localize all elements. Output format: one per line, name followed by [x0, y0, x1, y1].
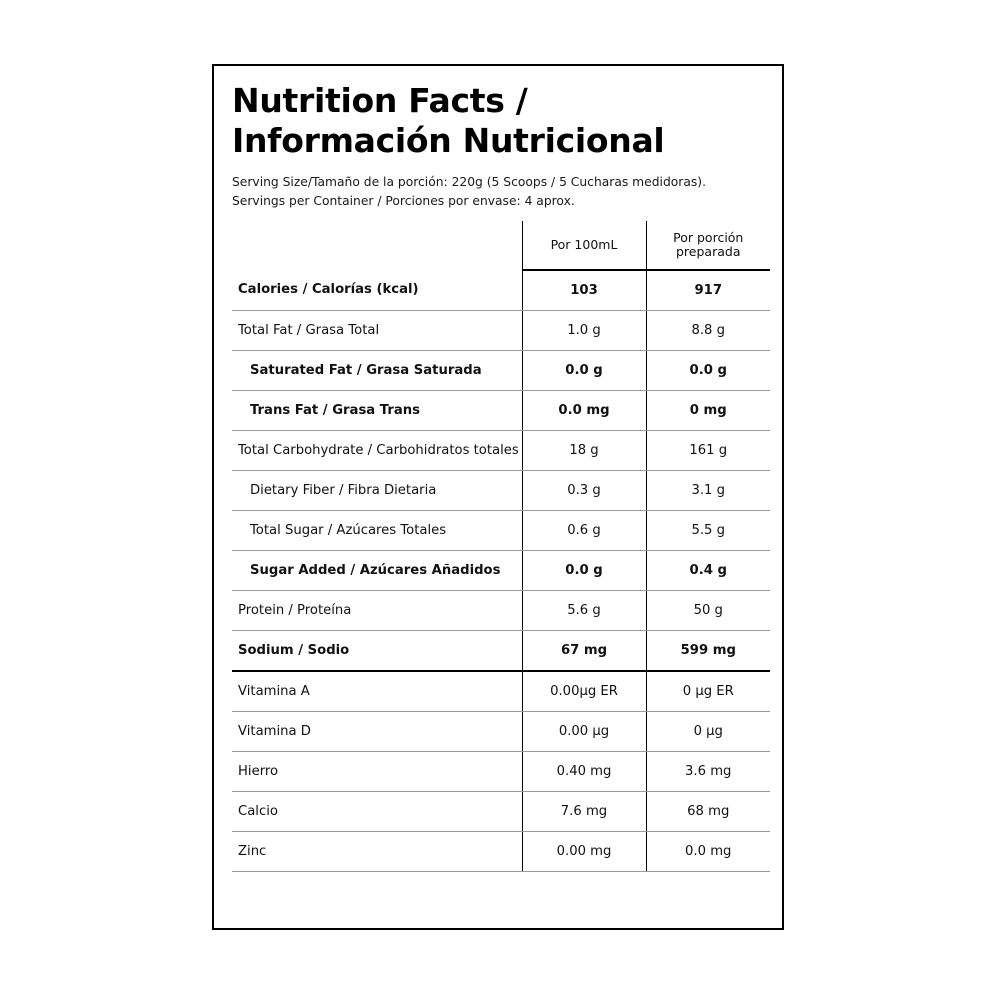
table-row — [232, 550, 770, 590]
value-per-prepared-serving: 50 g — [646, 590, 770, 630]
value-per-prepared-serving: 0.0 mg — [646, 831, 770, 871]
value-per-100ml: 0.00µg ER — [522, 671, 646, 712]
table-row — [232, 430, 770, 470]
nutrient-name: Dietary Fiber / Fibra Dietaria — [232, 470, 522, 510]
value-per-prepared-serving: 68 mg — [646, 791, 770, 831]
nutrient-name: Total Carbohydrate / Carbohidratos totales — [232, 430, 522, 470]
nutrient-name: Calcio — [232, 791, 522, 831]
table-row — [232, 630, 770, 671]
table-row — [232, 270, 770, 311]
value-per-100ml: 0.6 g — [522, 510, 646, 550]
nutrition-facts-panel — [212, 64, 784, 930]
value-per-100ml: 67 mg — [522, 630, 646, 671]
value-per-100ml: 0.0 g — [522, 350, 646, 390]
nutrient-name: Protein / Proteína — [232, 590, 522, 630]
value-per-100ml: 103 — [522, 270, 646, 311]
column-header-per-prepared-serving-line-2: preparada — [676, 243, 741, 259]
table-row — [232, 350, 770, 390]
value-per-prepared-serving: 3.6 mg — [646, 751, 770, 791]
value-per-100ml: 0.0 g — [522, 550, 646, 590]
value-per-prepared-serving: 0.0 g — [646, 350, 770, 390]
value-per-100ml: 5.6 g — [522, 590, 646, 630]
column-header-per-100ml: Por 100mL — [522, 221, 646, 270]
nutrient-name: Vitamina D — [232, 711, 522, 751]
nutrient-name: Total Fat / Grasa Total — [232, 310, 522, 350]
nutrient-name: Sodium / Sodio — [232, 630, 522, 671]
value-per-100ml: 0.40 mg — [522, 751, 646, 791]
nutrient-name: Zinc — [232, 831, 522, 871]
table-row — [232, 310, 770, 350]
table-row — [232, 470, 770, 510]
nutrition-table — [232, 221, 770, 872]
value-per-prepared-serving: 0 µg ER — [646, 671, 770, 712]
nutrient-name: Hierro — [232, 751, 522, 791]
value-per-100ml: 0.3 g — [522, 470, 646, 510]
value-per-prepared-serving: 917 — [646, 270, 770, 311]
value-per-100ml: 7.6 mg — [522, 791, 646, 831]
page-title-line-1: Nutrition Facts / — [232, 81, 528, 120]
table-row — [232, 590, 770, 630]
value-per-prepared-serving: 161 g — [646, 430, 770, 470]
table-row — [232, 711, 770, 751]
value-per-100ml: 1.0 g — [522, 310, 646, 350]
value-per-prepared-serving: 8.8 g — [646, 310, 770, 350]
serving-size-text: Serving Size/Tamaño de la porción: 220g (5 Scoops / 5 Cucharas medidoras). — [232, 174, 706, 189]
table-row — [232, 390, 770, 430]
value-per-prepared-serving: 0 µg — [646, 711, 770, 751]
nutrient-name: Vitamina A — [232, 671, 522, 712]
value-per-prepared-serving: 0.4 g — [646, 550, 770, 590]
table-row — [232, 510, 770, 550]
table-row — [232, 751, 770, 791]
table-row — [232, 671, 770, 712]
page-title-line-2: Información Nutricional — [232, 120, 665, 160]
table-row — [232, 831, 770, 871]
value-per-100ml: 0.0 mg — [522, 390, 646, 430]
value-per-prepared-serving: 3.1 g — [646, 470, 770, 510]
value-per-prepared-serving: 599 mg — [646, 630, 770, 671]
nutrient-name: Total Sugar / Azúcares Totales — [232, 510, 522, 550]
nutrient-name: Saturated Fat / Grasa Saturada — [232, 350, 522, 390]
servings-per-container-text: Servings per Container / Porciones por envase: 4 aprox. — [232, 193, 575, 208]
value-per-100ml: 0.00 mg — [522, 831, 646, 871]
nutrition-facts-content — [232, 82, 770, 872]
table-header-row — [232, 221, 770, 270]
table-body — [232, 270, 770, 872]
column-header-per-prepared-serving-line-1: Por porción — [673, 229, 744, 245]
nutrient-name: Calories / Calorías (kcal) — [232, 270, 522, 311]
value-per-prepared-serving: 0 mg — [646, 390, 770, 430]
nutrient-name: Trans Fat / Grasa Trans — [232, 390, 522, 430]
column-header-per-prepared-serving — [646, 221, 770, 270]
column-header-nutrient — [232, 221, 522, 270]
value-per-prepared-serving: 5.5 g — [646, 510, 770, 550]
value-per-100ml: 18 g — [522, 430, 646, 470]
table-row — [232, 791, 770, 831]
nutrient-name: Sugar Added / Azúcares Añadidos — [232, 550, 522, 590]
serving-info — [232, 173, 770, 211]
value-per-100ml: 0.00 µg — [522, 711, 646, 751]
